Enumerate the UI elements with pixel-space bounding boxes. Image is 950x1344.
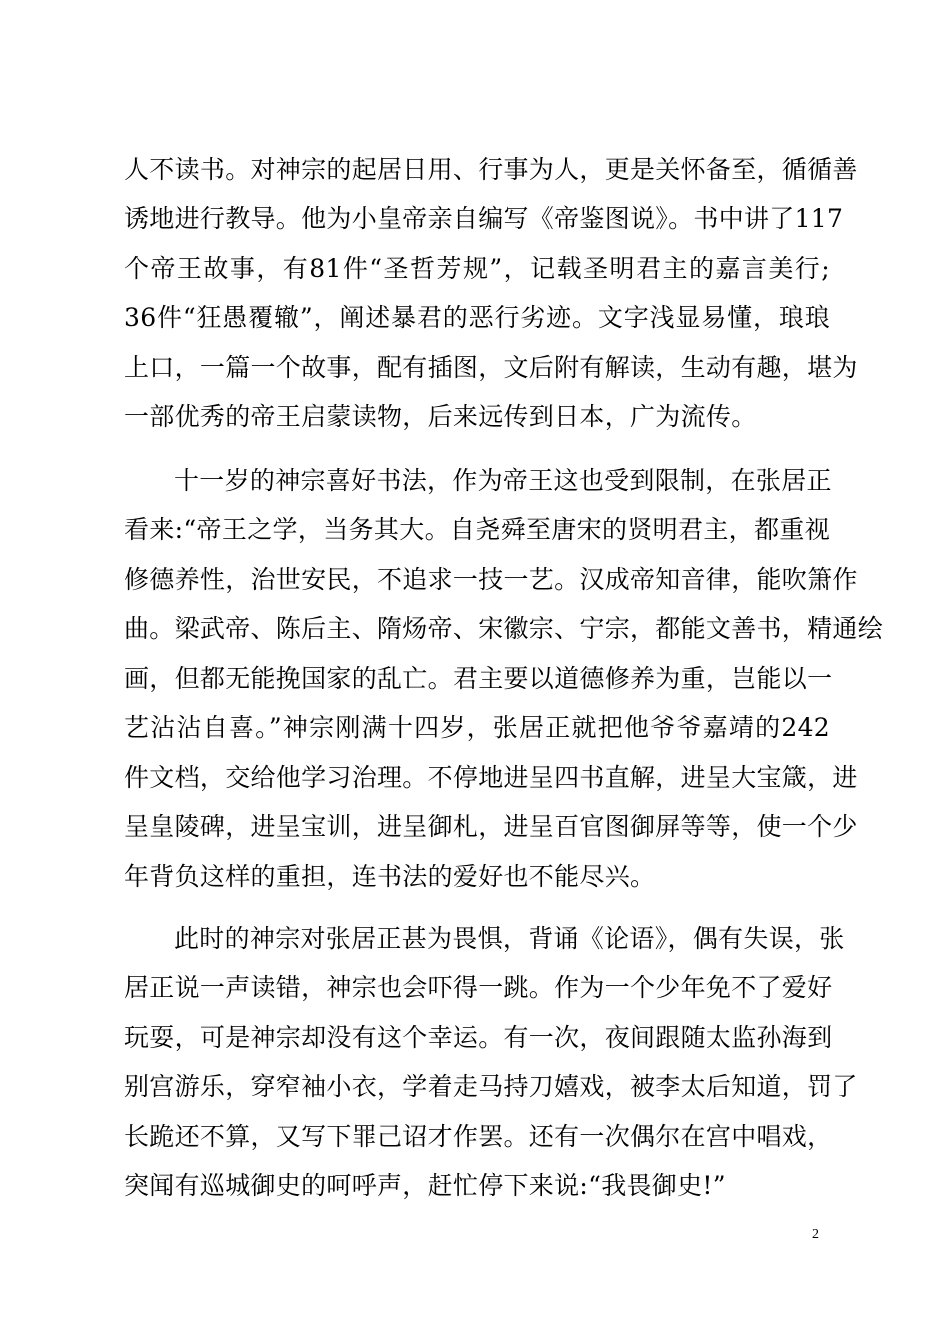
- text-line: 玩耍，可是神宗却没有这个幸运。有一次，夜间跟随太监孙海到: [124, 1023, 833, 1052]
- text-line: 看来:“帝王之学，当务其大。自尧舜至唐宋的贤明君主，都重视: [124, 515, 830, 544]
- text-line: 一部优秀的帝王启蒙读物，后来远传到日本，广为流传。: [124, 402, 757, 431]
- text-line: 长跪还不算，又写下罪己诏才作罢。还有一次偶尔在宫中唱戏，: [124, 1122, 833, 1151]
- text-line: 件文档，交给他学习治理。不停地进呈四书直解，进呈大宝箴，进: [124, 763, 858, 792]
- text-line: 居正说一声读错，神宗也会吓得一跳。作为一个少年免不了爱好: [124, 973, 833, 1002]
- text-line: 个帝王故事，有81件“圣哲芳规”，记载圣明君主的嘉言美行;: [124, 254, 830, 283]
- text-line: 呈皇陵碑，进呈宝训，进呈御札，进呈百官图御屏等等，使一个少: [124, 812, 858, 841]
- text-line: 曲。梁武帝、陈后主、隋炀帝、宋徽宗、宁宗，都能文善书，精通绘: [124, 614, 884, 643]
- paragraph-first-line: 十一岁的神宗喜好书法，作为帝王这也受到限制，在张居正: [174, 466, 832, 495]
- text-line: 修德养性，治世安民，不追求一技一艺。汉成帝知音律，能吹箫作: [124, 565, 858, 594]
- text-line: 画，但都无能挽国家的乱亡。君主要以道德修养为重，岂能以一: [124, 664, 833, 693]
- text-line: 人不读书。对神宗的起居日用、行事为人，更是关怀备至，循循善: [124, 155, 858, 184]
- text-line: 36件“狂愚覆辙”，阐述暴君的恶行劣迹。文字浅显易懂，琅琅: [124, 303, 830, 332]
- text-line: 突闻有巡城御史的呵呼声，赶忙停下来说:“我畏御史!”: [124, 1171, 726, 1200]
- text-line: 年背负这样的重担，连书法的爱好也不能尽兴。: [124, 862, 656, 891]
- text-line: 艺沾沾自喜。”神宗刚满十四岁，张居正就把他爷爷嘉靖的242: [124, 713, 830, 742]
- text-line: 别宫游乐，穿窄袖小衣，学着走马持刀嬉戏，被李太后知道，罚了: [124, 1072, 858, 1101]
- paragraph-first-line: 此时的神宗对张居正甚为畏惧，背诵《论语》，偶有失误，张: [174, 924, 845, 953]
- text-line: 上口，一篇一个故事，配有插图，文后附有解读，生动有趣，堪为: [124, 353, 858, 382]
- page-number: 2: [812, 1227, 819, 1242]
- text-line: 诱地进行教导。他为小皇帝亲自编写《帝鉴图说》。书中讲了117: [124, 204, 844, 233]
